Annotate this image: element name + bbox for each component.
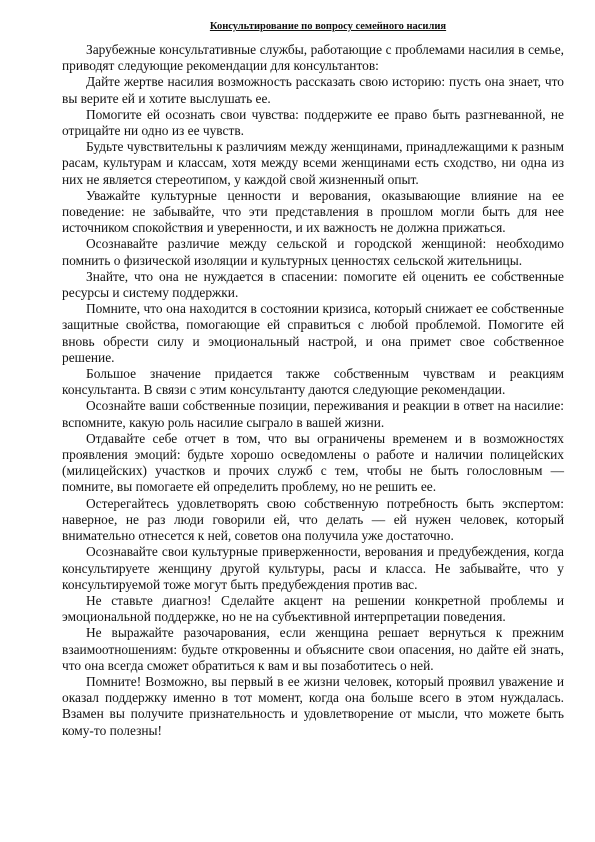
paragraph: Помните! Возможно, вы первый в ее жизни человек, который проявил уважение и оказал поддержку именно в тот момент, когда она больше всего в этом нуждалась. Взамен вы получите признательность и удовлетворение от мысли, что можете быть кому-то полезны! bbox=[62, 673, 564, 738]
paragraph: Помните, что она находится в состоянии кризиса, который снижает ее собственные защитные свойства, помогающие ей справиться с любой проблемой. Помогите ей вновь обрести силу и эмоциональный настрой, и она примет свое собственное решение. bbox=[62, 301, 564, 365]
paragraph: Отдавайте себе отчет в том, что вы ограничены временем и в возможностях проявления эмоций: будьте хорошо осведомлены о работе и наличии полицейских (милицейских) участков и прочих служб с тем, чтобы не быть голословным — помните, вы помогаете ей определить проблему, но не решить ее. bbox=[62, 430, 564, 495]
document-body bbox=[62, 42, 564, 739]
paragraph: Осознавайте свои культурные приверженности, верования и предубеждения, когда консультируете женщину другой культуры, расы и класса. Не забывайте, что у консультируемой тоже могут быть предубеждения против вас. bbox=[62, 544, 564, 592]
paragraph: Большое значение придается также собственным чувствам и реакциям консультанта. В связи с этим консультанту даются следующие рекомендации. bbox=[62, 366, 564, 398]
paragraph: Осознайте ваши собственные позиции, переживания и реакции в ответ на насилие: вспомните, какую роль насилие сыграло в вашей жизни. bbox=[62, 398, 564, 430]
paragraph: Зарубежные консультативные службы, работающие с проблемами насилия в семье, приводят следующие рекомендации для консультантов: bbox=[62, 42, 564, 74]
paragraph: Помогите ей осознать свои чувства: поддержите ее право быть разгневанной, не отрицайте ни одно из ее чувств. bbox=[62, 106, 564, 139]
paragraph: Уважайте культурные ценности и верования, оказывающие влияние на ее поведение: не забывайте, что эти представления в прошлом могли быть для нее источником спокойствия и уверенности, и их важность не должна прижаться. bbox=[62, 187, 564, 236]
paragraph: Осознавайте различие между сельской и городской женщиной: необходимо помнить о физической изоляции и культурных ценностях сельской жительницы. bbox=[62, 236, 564, 268]
paragraph: Знайте, что она не нуждается в спасении: помогите ей оценить ее собственные ресурсы и систему поддержки. bbox=[62, 268, 564, 301]
paragraph: Не выражайте разочарования, если женщина решает вернуться к прежним взаимоотношениям: будьте откровенны и объясните свои опасения, но дайте ей знать, что она всегда сможет обратиться к вам и вы позаботитесь о ней. bbox=[62, 625, 564, 673]
paragraph: Не ставьте диагноз! Сделайте акцент на решении конкретной проблемы и эмоциональной поддержке, но не на субъективной интерпретации поведения. bbox=[62, 592, 564, 625]
paragraph: Дайте жертве насилия возможность рассказать свою историю: пусть она знает, что вы верите ей и хотите выслушать ее. bbox=[62, 74, 564, 106]
document-page bbox=[62, 20, 564, 739]
document-title: Консультирование по вопросу семейного насилия bbox=[209, 21, 447, 32]
paragraph: Остерегайтесь удовлетворять свою собственную потребность быть экспертом: наверное, не раз люди говорили ей, что делать — ей нужен человек, который внимательно отнесется к ней, советов она получила уже достаточно. bbox=[62, 495, 564, 544]
paragraph: Будьте чувствительны к различиям между женщинами, принадлежащими к разным расам, культурам и классам, хотя между всеми женщинами есть сходство, ни одна из них не является стереотипом, у каждой свой жизненный опыт. bbox=[62, 139, 564, 187]
